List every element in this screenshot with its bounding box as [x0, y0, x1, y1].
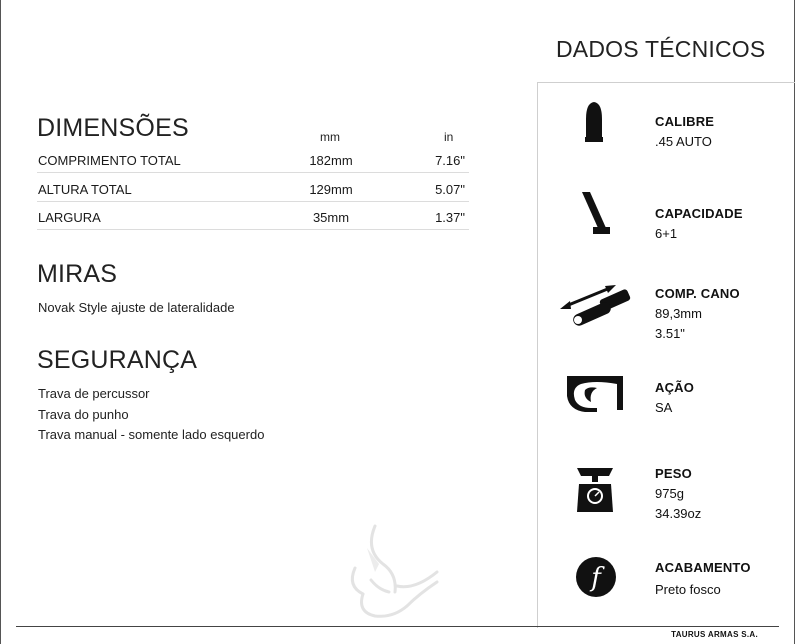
footer-divider — [16, 626, 779, 627]
dimension-in: 7.16" — [435, 153, 465, 168]
sights-title: MIRAS — [37, 260, 118, 288]
dimensions-header-mm: mm — [320, 130, 340, 144]
spec-capacidade-label: CAPACIDADE — [655, 206, 743, 221]
spec-acao-label: AÇÃO — [655, 380, 695, 395]
sights-text — [38, 298, 235, 319]
dimension-in: 5.07" — [435, 182, 465, 197]
spec-acao-value: SA — [655, 400, 673, 415]
spec-acabamento-label: ACABAMENTO — [655, 560, 751, 575]
magazine-icon — [578, 190, 612, 236]
dimension-name: ALTURA TOTAL — [38, 182, 132, 197]
page-border-left — [0, 0, 1, 644]
dimension-name: COMPRIMENTO TOTAL — [38, 153, 181, 168]
dimension-mm: 182mm — [309, 153, 353, 168]
barrel-length-icon — [560, 282, 634, 328]
safety-title: SEGURANÇA — [37, 346, 198, 374]
spec-calibre-value: .45 AUTO — [655, 134, 712, 149]
dimensions-row — [37, 204, 469, 230]
spec-acabamento — [655, 558, 751, 600]
spec-comp-cano-label: COMP. CANO — [655, 286, 740, 301]
safety-line: Trava do punho — [38, 406, 129, 422]
spec-peso — [655, 464, 701, 524]
dimensions-header-in: in — [444, 130, 454, 144]
bullet-icon — [584, 101, 604, 143]
spec-acabamento-value: Preto fosco — [655, 582, 721, 597]
scale-icon — [575, 466, 615, 514]
spec-capacidade-value: 6+1 — [655, 226, 678, 241]
technical-data-panel — [537, 82, 795, 628]
bull-logo-watermark — [345, 520, 443, 620]
safety-line: Trava manual - somente lado esquerdo — [38, 427, 265, 442]
spec-capacidade — [655, 204, 743, 244]
spec-comp-cano-value-mm: 89,3mm — [655, 306, 702, 321]
spec-calibre-label: CALIBRE — [655, 114, 715, 129]
spec-comp-cano-value-in: 3.51" — [655, 326, 685, 341]
spec-acao — [655, 378, 694, 418]
safety-line: Trava de percussor — [38, 386, 150, 401]
footer-company: TAURUS ARMAS S.A. — [671, 630, 758, 639]
spec-peso-value-g: 975g — [655, 486, 684, 501]
svg-text:f: f — [591, 563, 601, 593]
technical-data-title: DADOS TÉCNICOS — [556, 36, 766, 62]
spec-comp-cano — [655, 284, 740, 344]
spec-peso-value-oz: 34.39oz — [655, 506, 702, 521]
dimension-mm: 129mm — [309, 182, 353, 197]
safety-list — [38, 384, 264, 446]
dimension-in: 1.37" — [435, 210, 465, 225]
dimensions-row — [37, 147, 469, 173]
trigger-icon — [567, 376, 623, 412]
finish-icon — [575, 556, 617, 598]
dimension-mm: 35mm — [312, 210, 350, 225]
spec-calibre — [655, 112, 714, 152]
dimension-name: LARGURA — [38, 210, 101, 225]
spec-peso-label: PESO — [655, 466, 692, 481]
dimensions-row — [37, 176, 469, 202]
sights-line: Novak Style ajuste de lateralidade — [38, 300, 235, 315]
dimensions-title: DIMENSÕES — [37, 114, 189, 142]
